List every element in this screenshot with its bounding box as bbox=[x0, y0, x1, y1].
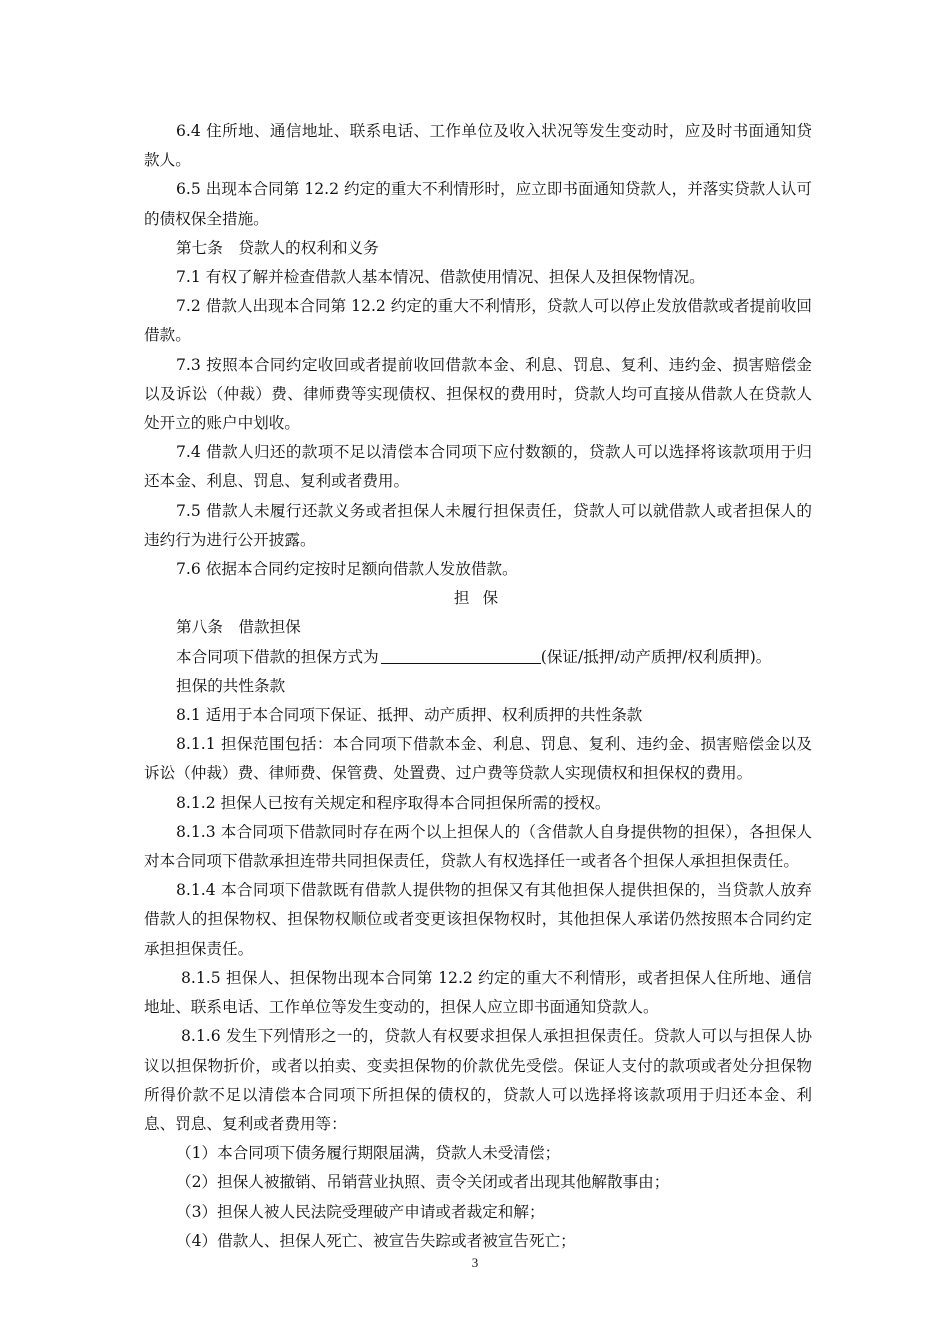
paragraph-7-6: 7.6 依据本合同约定按时足额向借款人发放借款。 bbox=[176, 560, 518, 579]
paragraph-article-7-title: 第七条 贷款人的权利和义务 bbox=[176, 238, 379, 257]
paragraph-7-3: 7.3 按照本合同约定收回或者提前收回借款本金、利息、罚息、复利、违约金、损害赔偿金以及诉讼（仲裁）费、律师费等实现债权、担保权的费用时，贷款人均可直接从借款人在贷款人处开立的账户中划收。 bbox=[144, 355, 812, 433]
paragraph-8-1-4: 8.1.4 本合同项下借款既有借款人提供物的担保又有其他担保人提供担保的，当贷款人放弃借款人的担保物权、担保物权顺位或者变更该担保物权时，其他担保人承诺仍然按照本合同约定承担担保责任。 bbox=[144, 881, 812, 958]
paragraph-7-5: 7.5 借款人未履行还款义务或者担保人未履行担保责任，贷款人可以就借款人或者担保人的违约行为进行公开披露。 bbox=[144, 501, 812, 549]
paragraph-7-4: 7.4 借款人归还的款项不足以清偿本合同项下应付数额的，贷款人可以选择将该款项用于归还本金、利息、罚息、复利或者费用。 bbox=[144, 443, 812, 491]
guarantee-method-suffix: (保证/抵押/动产质押/权利质押)。 bbox=[540, 647, 772, 666]
paragraph-8-1-6: 8.1.6 发生下列情形之一的，贷款人有权要求担保人承担担保责任。贷款人可以与担保人协议以担保物折价，或者以拍卖、变卖担保物的价款优先受偿。保证人支付的款项或者处分担保物所得价款不足以清偿本合同项下所担保的债权的，贷款人可以选择将该款项用于归还本金、利息、罚息、复利或者费用等： bbox=[144, 1027, 812, 1133]
obligations-section bbox=[144, 117, 812, 584]
paragraph-item-1: （1）本合同项下债务履行期限届满，贷款人未受清偿； bbox=[176, 1144, 561, 1163]
paragraph-7-1: 7.1 有权了解并检查借款人基本情况、借款使用情况、担保人及担保物情况。 bbox=[176, 268, 705, 287]
paragraph-6-4: 6.4 住所地、通信地址、联系电话、工作单位及收入状况等发生变动时，应及时书面通知贷款人。 bbox=[144, 122, 812, 170]
paragraph-8-1: 8.1 适用于本合同项下保证、抵押、动产质押、权利质押的共性条款 bbox=[176, 706, 643, 725]
paragraph-8-1-1: 8.1.1 担保范围包括：本合同项下借款本金、利息、罚息、复利、违约金、损害赔偿金以及诉讼（仲裁）费、律师费、保管费、处置费、过户费等贷款人实现债权和担保权的费用。 bbox=[144, 735, 812, 783]
paragraph-8-1-3: 8.1.3 本合同项下借款同时存在两个以上担保人的（含借款人自身提供物的担保），各担保人对本合同项下借款承担连带共同担保责任，贷款人有权选择任一或者各个担保人承担担保责任。 bbox=[144, 822, 812, 871]
paragraph-7-2: 7.2 借款人出现本合同第 12.2 约定的重大不利情形，贷款人可以停止发放借款或者提前收回借款。 bbox=[144, 297, 812, 345]
paragraph-item-2: （2）担保人被撤销、吊销营业执照、责令关闭或者出现其他解散事由； bbox=[176, 1173, 670, 1192]
section-heading-guarantee: 担 保 bbox=[453, 589, 503, 608]
paragraph-common-terms: 担保的共性条款 bbox=[176, 676, 286, 695]
guarantee-method-prefix: 本合同项下借款的担保方式为 bbox=[176, 647, 379, 666]
page-content bbox=[144, 117, 812, 1256]
paragraph-8-1-5: 8.1.5 担保人、担保物出现本合同第 12.2 约定的重大不利情形，或者担保人住所地、通信地址、联系电话、工作单位等发生变动的，担保人应立即书面通知贷款人。 bbox=[144, 968, 812, 1017]
page-number: 3 bbox=[471, 1255, 479, 1270]
paragraph-item-4: （4）借款人、担保人死亡、被宣告失踪或者被宣告死亡； bbox=[176, 1231, 576, 1250]
paragraph-8-1-2: 8.1.2 担保人已按有关规定和程序取得本合同担保所需的授权。 bbox=[176, 793, 611, 812]
paragraph-6-5: 6.5 出现本合同第 12.2 约定的重大不利情形时，应立即书面通知贷款人，并落实贷款人认可的债权保全措施。 bbox=[144, 180, 812, 228]
guarantee-terms-section bbox=[144, 672, 812, 1256]
guarantee-method-blank bbox=[381, 647, 541, 664]
guarantee-method-line bbox=[144, 643, 812, 672]
article-8-title: 第八条 借款担保 bbox=[176, 618, 301, 637]
paragraph-item-3: （3）担保人被人民法院受理破产申请或者裁定和解； bbox=[176, 1202, 545, 1221]
